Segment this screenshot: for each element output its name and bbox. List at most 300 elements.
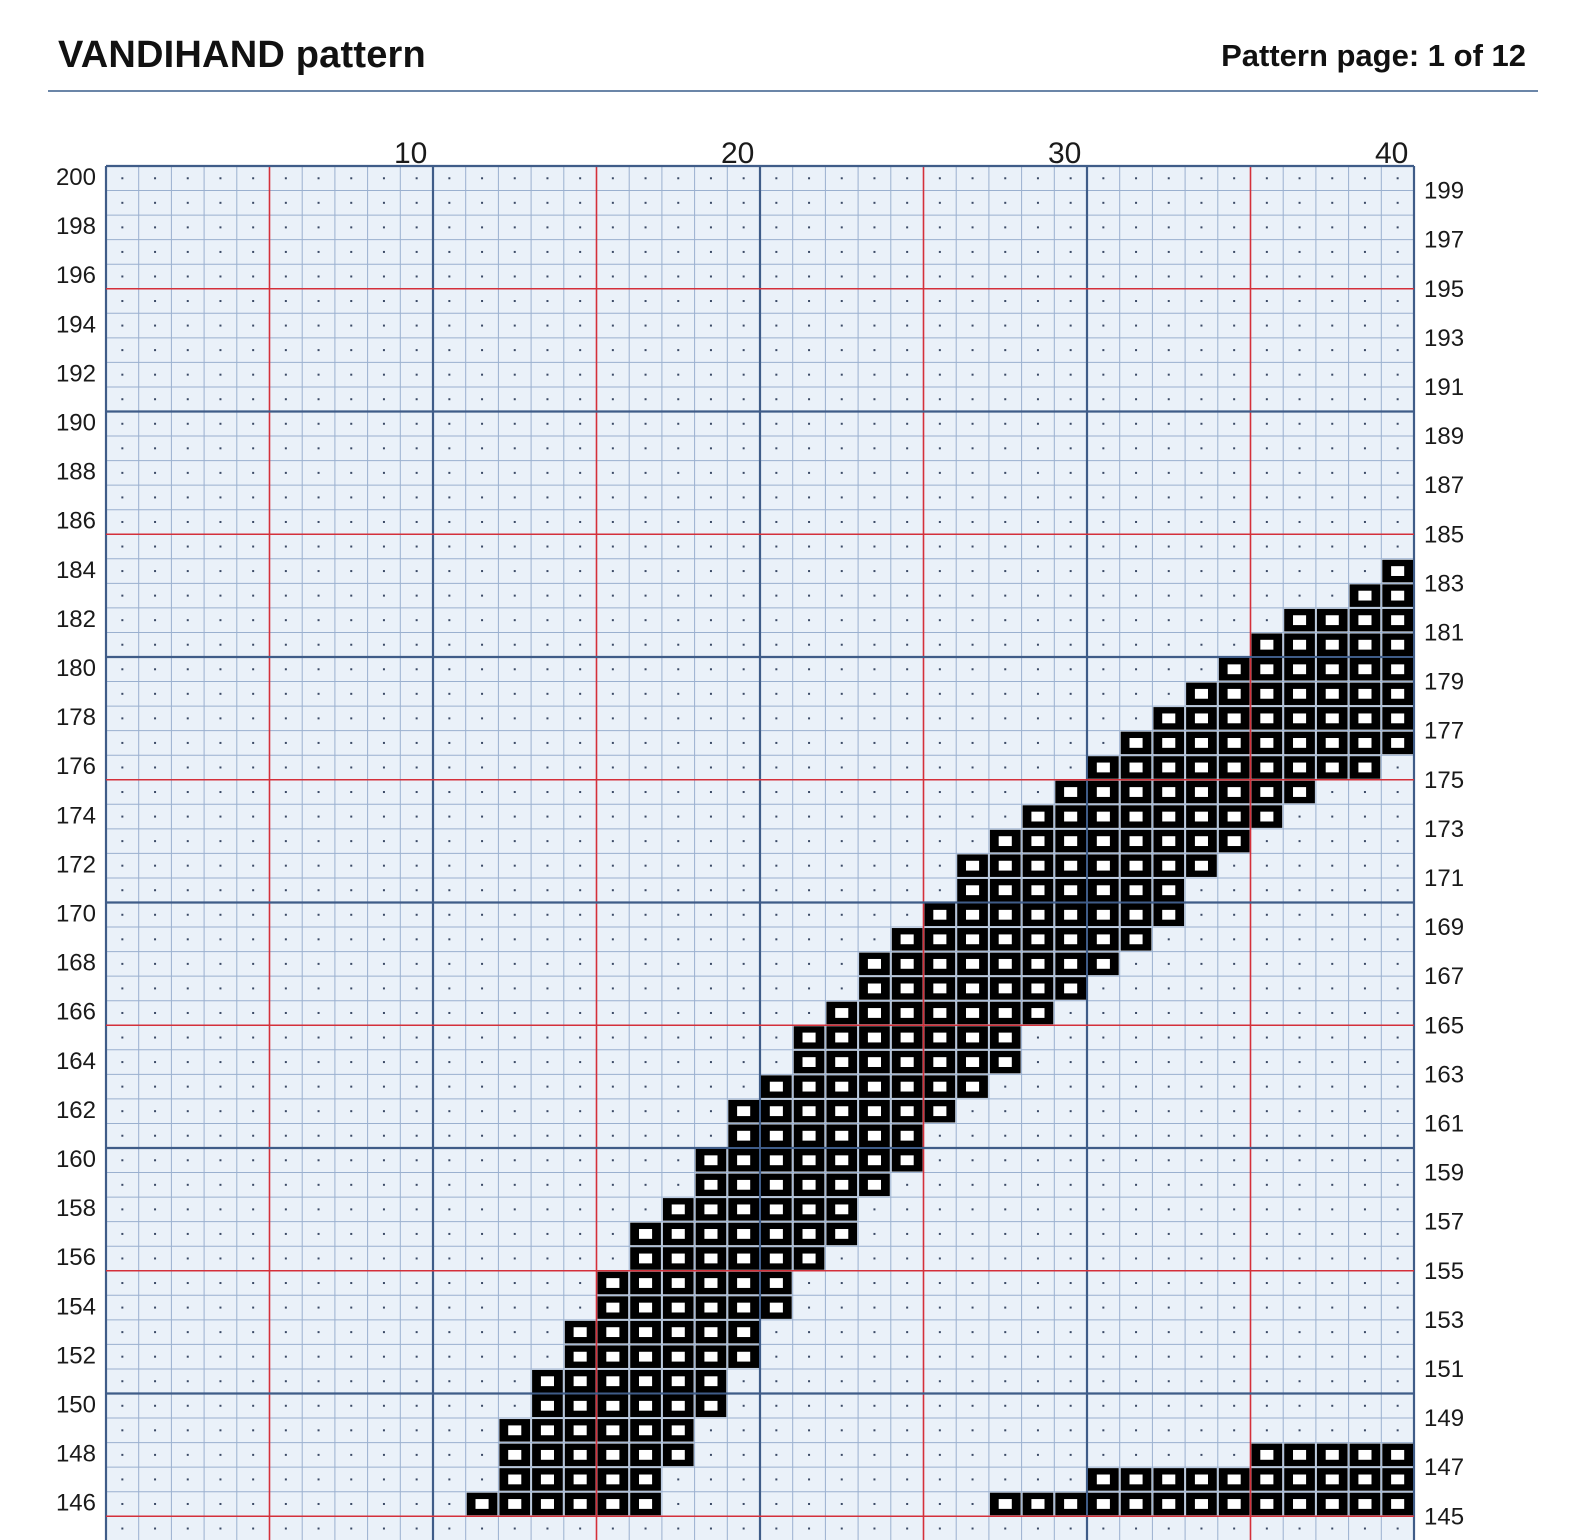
grid-dot	[1004, 1478, 1006, 1480]
grid-dot	[285, 914, 287, 916]
grid-dot	[1070, 300, 1072, 302]
grid-dot	[121, 275, 123, 277]
grid-dot	[1397, 1086, 1399, 1088]
grid-dot	[972, 742, 974, 744]
grid-dot	[219, 202, 221, 204]
grid-dot	[743, 546, 745, 548]
grid-dot	[416, 1528, 418, 1530]
grid-dot	[416, 1110, 418, 1112]
grid-dot	[645, 496, 647, 498]
stitch-cell-center	[541, 1401, 554, 1411]
grid-dot	[1135, 349, 1137, 351]
grid-dot	[1331, 1184, 1333, 1186]
grid-dot	[579, 668, 581, 670]
stitch-cell-center	[933, 1033, 946, 1043]
grid-dot	[1200, 1257, 1202, 1259]
grid-dot	[514, 1110, 516, 1112]
grid-dot	[1397, 275, 1399, 277]
grid-dot	[187, 275, 189, 277]
row-number-label-left: 176	[55, 753, 96, 781]
stitch-cell-center	[639, 1401, 652, 1411]
grid-dot	[1397, 521, 1399, 523]
grid-dot	[154, 1037, 156, 1039]
grid-dot	[1102, 275, 1104, 277]
grid-dot	[350, 816, 352, 818]
grid-dot	[579, 1012, 581, 1014]
grid-dot	[121, 693, 123, 695]
grid-dot	[187, 987, 189, 989]
grid-dot	[1397, 1012, 1399, 1014]
stitch-cell-center	[1391, 1499, 1404, 1509]
grid-dot	[416, 1454, 418, 1456]
grid-dot	[677, 644, 679, 646]
grid-dot	[219, 595, 221, 597]
stitch-cell-center	[835, 1057, 848, 1067]
grid-dot	[645, 717, 647, 719]
grid-dot	[285, 202, 287, 204]
grid-dot	[154, 226, 156, 228]
grid-dot	[1266, 226, 1268, 228]
grid-dot	[219, 546, 221, 548]
grid-dot	[939, 1478, 941, 1480]
grid-dot	[1299, 987, 1301, 989]
grid-dot	[383, 938, 385, 940]
grid-dot	[808, 619, 810, 621]
grid-dot	[808, 1307, 810, 1309]
grid-dot	[219, 791, 221, 793]
grid-dot	[677, 226, 679, 228]
grid-dot	[383, 791, 385, 793]
grid-dot	[612, 1061, 614, 1063]
grid-dot	[252, 1257, 254, 1259]
stitch-cell-center	[1326, 689, 1339, 699]
stitch-cell-center	[803, 1180, 816, 1190]
grid-dot	[906, 423, 908, 425]
grid-dot	[1200, 1086, 1202, 1088]
row-number-label-right: 161	[1424, 1110, 1465, 1138]
grid-dot	[677, 423, 679, 425]
grid-dot	[350, 398, 352, 400]
grid-dot	[1070, 447, 1072, 449]
grid-dot	[1200, 1037, 1202, 1039]
grid-dot	[121, 938, 123, 940]
grid-dot	[514, 1528, 516, 1530]
grid-dot	[579, 1086, 581, 1088]
grid-dot	[1299, 423, 1301, 425]
grid-dot	[1102, 1405, 1104, 1407]
grid-dot	[1200, 251, 1202, 253]
grid-dot	[1364, 496, 1366, 498]
grid-dot	[383, 1380, 385, 1382]
grid-dot	[1037, 472, 1039, 474]
grid-dot	[252, 865, 254, 867]
grid-dot	[906, 251, 908, 253]
grid-dot	[939, 1380, 941, 1382]
grid-dot	[939, 546, 941, 548]
grid-dot	[318, 816, 320, 818]
grid-dot	[906, 816, 908, 818]
grid-dot	[285, 1307, 287, 1309]
grid-dot	[350, 1086, 352, 1088]
grid-dot	[1233, 1257, 1235, 1259]
grid-dot	[579, 865, 581, 867]
grid-dot	[121, 447, 123, 449]
grid-dot	[1331, 423, 1333, 425]
grid-dot	[1168, 177, 1170, 179]
grid-dot	[219, 1429, 221, 1431]
grid-dot	[416, 619, 418, 621]
grid-dot	[219, 865, 221, 867]
grid-dot	[710, 840, 712, 842]
grid-dot	[612, 717, 614, 719]
grid-dot	[416, 1380, 418, 1382]
grid-dot	[645, 447, 647, 449]
grid-dot	[350, 914, 352, 916]
grid-dot	[579, 472, 581, 474]
grid-dot	[285, 1478, 287, 1480]
grid-dot	[154, 865, 156, 867]
grid-dot	[1037, 496, 1039, 498]
grid-dot	[1266, 1331, 1268, 1333]
grid-dot	[710, 717, 712, 719]
grid-dot	[743, 938, 745, 940]
grid-dot	[1135, 1135, 1137, 1137]
grid-dot	[252, 1159, 254, 1161]
grid-dot	[1331, 275, 1333, 277]
grid-dot	[448, 1184, 450, 1186]
column-number-label: 40	[1374, 137, 1409, 170]
grid-dot	[645, 938, 647, 940]
grid-dot	[285, 521, 287, 523]
grid-dot	[416, 742, 418, 744]
grid-dot	[1037, 791, 1039, 793]
grid-dot	[448, 251, 450, 253]
grid-dot	[448, 963, 450, 965]
grid-dot	[546, 496, 548, 498]
grid-dot	[187, 472, 189, 474]
grid-dot	[121, 398, 123, 400]
grid-dot	[1331, 1061, 1333, 1063]
grid-dot	[546, 595, 548, 597]
stitch-cell-center	[704, 1229, 717, 1239]
grid-dot	[416, 668, 418, 670]
grid-dot	[350, 693, 352, 695]
stitch-cell-center	[737, 1327, 750, 1337]
row-number-label-left: 200	[55, 164, 96, 191]
stitch-cell-center	[1228, 763, 1241, 773]
grid-dot	[416, 202, 418, 204]
grid-dot	[841, 619, 843, 621]
grid-dot	[350, 1159, 352, 1161]
grid-dot	[1233, 1012, 1235, 1014]
stitch-cell-center	[835, 1155, 848, 1165]
grid-dot	[1233, 546, 1235, 548]
grid-dot	[285, 447, 287, 449]
grid-dot	[841, 349, 843, 351]
grid-dot	[1299, 1356, 1301, 1358]
grid-dot	[318, 889, 320, 891]
grid-dot	[154, 668, 156, 670]
grid-dot	[677, 865, 679, 867]
grid-dot	[1266, 570, 1268, 572]
grid-dot	[808, 300, 810, 302]
grid-dot	[743, 177, 745, 179]
grid-dot	[219, 938, 221, 940]
grid-dot	[121, 1331, 123, 1333]
grid-dot	[775, 1012, 777, 1014]
stitch-cell-center	[639, 1352, 652, 1362]
grid-dot	[318, 644, 320, 646]
grid-dot	[514, 742, 516, 744]
grid-dot	[677, 177, 679, 179]
stitch-cell-center	[770, 1155, 783, 1165]
stitch-cell-center	[1097, 787, 1110, 797]
grid-dot	[1233, 447, 1235, 449]
grid-dot	[1037, 693, 1039, 695]
grid-dot	[906, 374, 908, 376]
grid-dot	[481, 1110, 483, 1112]
grid-dot	[710, 693, 712, 695]
grid-dot	[1004, 644, 1006, 646]
grid-dot	[906, 1233, 908, 1235]
grid-dot	[187, 619, 189, 621]
grid-dot	[219, 1233, 221, 1235]
grid-dot	[416, 1012, 418, 1014]
grid-dot	[383, 1503, 385, 1505]
stitch-cell-center	[574, 1401, 587, 1411]
grid-dot	[481, 251, 483, 253]
grid-dot	[1233, 374, 1235, 376]
grid-dot	[448, 226, 450, 228]
grid-dot	[481, 742, 483, 744]
stitch-cell-center	[1293, 615, 1306, 625]
grid-dot	[546, 1528, 548, 1530]
stitch-cell-center	[1162, 836, 1175, 846]
grid-dot	[121, 546, 123, 548]
grid-dot	[514, 889, 516, 891]
grid-dot	[677, 1012, 679, 1014]
grid-dot	[383, 914, 385, 916]
grid-dot	[972, 1405, 974, 1407]
grid-dot	[1397, 472, 1399, 474]
grid-dot	[710, 595, 712, 597]
grid-dot	[710, 619, 712, 621]
grid-dot	[350, 374, 352, 376]
stitch-cell-center	[1162, 713, 1175, 723]
grid-dot	[841, 177, 843, 179]
grid-dot	[448, 1282, 450, 1284]
grid-dot	[841, 865, 843, 867]
grid-dot	[121, 668, 123, 670]
grid-dot	[1331, 914, 1333, 916]
grid-dot	[187, 1307, 189, 1309]
grid-dot	[481, 300, 483, 302]
grid-dot	[416, 840, 418, 842]
grid-dot	[808, 496, 810, 498]
grid-dot	[579, 1257, 581, 1259]
grid-dot	[1168, 398, 1170, 400]
grid-dot	[743, 423, 745, 425]
grid-dot	[710, 398, 712, 400]
grid-dot	[318, 275, 320, 277]
grid-dot	[1102, 202, 1104, 204]
grid-dot	[252, 816, 254, 818]
stitch-cell-center	[966, 861, 979, 871]
grid-dot	[350, 840, 352, 842]
grid-dot	[219, 374, 221, 376]
grid-dot	[187, 1037, 189, 1039]
grid-dot	[906, 398, 908, 400]
grid-dot	[481, 374, 483, 376]
grid-dot	[252, 1282, 254, 1284]
grid-dot	[350, 325, 352, 327]
grid-dot	[481, 619, 483, 621]
grid-dot	[1004, 1405, 1006, 1407]
stitch-cell-center	[1326, 763, 1339, 773]
grid-dot	[383, 1208, 385, 1210]
grid-dot	[645, 840, 647, 842]
grid-dot	[448, 1503, 450, 1505]
stitch-cell-center	[868, 1057, 881, 1067]
stitch-cell-center	[1162, 763, 1175, 773]
grid-dot	[906, 325, 908, 327]
stitch-cell-center	[1358, 615, 1371, 625]
grid-dot	[318, 1307, 320, 1309]
grid-dot	[1299, 1135, 1301, 1137]
grid-dot	[677, 963, 679, 965]
grid-dot	[121, 791, 123, 793]
grid-dot	[121, 1159, 123, 1161]
grid-dot	[972, 791, 974, 793]
grid-dot	[121, 1503, 123, 1505]
grid-dot	[154, 816, 156, 818]
grid-dot	[841, 1380, 843, 1382]
grid-dot	[1070, 177, 1072, 179]
grid-dot	[1331, 791, 1333, 793]
grid-dot	[873, 1503, 875, 1505]
stitch-cell-center	[1326, 713, 1339, 723]
grid-dot	[1200, 226, 1202, 228]
grid-dot	[285, 1061, 287, 1063]
grid-dot	[1070, 226, 1072, 228]
grid-dot	[972, 1233, 974, 1235]
grid-dot	[1299, 816, 1301, 818]
grid-dot	[1233, 963, 1235, 965]
grid-dot	[383, 1110, 385, 1112]
grid-dot	[972, 1159, 974, 1161]
row-number-label-right: 169	[1424, 914, 1465, 942]
grid-dot	[546, 791, 548, 793]
grid-dot	[1070, 742, 1072, 744]
grid-dot	[546, 914, 548, 916]
grid-dot	[1135, 668, 1137, 670]
stitch-cell-center	[1031, 885, 1044, 895]
grid-dot	[1168, 349, 1170, 351]
grid-dot	[187, 1233, 189, 1235]
grid-dot	[285, 619, 287, 621]
grid-dot	[1037, 1429, 1039, 1431]
grid-dot	[710, 349, 712, 351]
grid-dot	[906, 1184, 908, 1186]
stitch-cell-center	[1162, 787, 1175, 797]
grid-dot	[219, 177, 221, 179]
stitch-cell-center	[1260, 664, 1273, 674]
grid-dot	[1299, 1184, 1301, 1186]
grid-dot	[1397, 865, 1399, 867]
grid-dot	[252, 325, 254, 327]
grid-dot	[318, 472, 320, 474]
grid-dot	[612, 546, 614, 548]
grid-dot	[514, 1307, 516, 1309]
grid-dot	[154, 1257, 156, 1259]
grid-dot	[350, 1110, 352, 1112]
stitch-cell-center	[999, 861, 1012, 871]
grid-dot	[514, 1331, 516, 1333]
stitch-cell-center	[966, 885, 979, 895]
grid-dot	[1200, 570, 1202, 572]
grid-dot	[1331, 1208, 1333, 1210]
stitch-cell-center	[835, 1008, 848, 1018]
grid-dot	[350, 1405, 352, 1407]
stitch-cell-center	[1260, 1450, 1273, 1460]
grid-dot	[1070, 1086, 1072, 1088]
stitch-cell-center	[770, 1131, 783, 1141]
grid-dot	[285, 1257, 287, 1259]
grid-dot	[1299, 1233, 1301, 1235]
grid-dot	[1037, 1331, 1039, 1333]
grid-dot	[579, 914, 581, 916]
grid-dot	[841, 963, 843, 965]
stitch-cell-center	[803, 1033, 816, 1043]
grid-dot	[743, 1086, 745, 1088]
grid-dot	[775, 1478, 777, 1480]
row-number-label-right: 165	[1424, 1012, 1465, 1040]
grid-dot	[187, 938, 189, 940]
stitch-cell-center	[704, 1278, 717, 1288]
grid-dot	[1299, 275, 1301, 277]
grid-dot	[1233, 1159, 1235, 1161]
grid-dot	[514, 226, 516, 228]
grid-dot	[1397, 374, 1399, 376]
grid-dot	[481, 595, 483, 597]
grid-dot	[808, 693, 810, 695]
grid-dot	[743, 325, 745, 327]
grid-dot	[546, 1012, 548, 1014]
grid-dot	[1233, 226, 1235, 228]
grid-dot	[1070, 1454, 1072, 1456]
grid-dot	[1135, 1061, 1137, 1063]
grid-dot	[350, 1503, 352, 1505]
stitch-cell-center	[1293, 738, 1306, 748]
grid-dot	[808, 987, 810, 989]
grid-dot	[187, 300, 189, 302]
grid-dot	[1004, 1257, 1006, 1259]
grid-dot	[154, 914, 156, 916]
grid-dot	[906, 570, 908, 572]
grid-dot	[645, 570, 647, 572]
grid-dot	[743, 963, 745, 965]
grid-dot	[939, 816, 941, 818]
grid-dot	[383, 202, 385, 204]
grid-dot	[1397, 1405, 1399, 1407]
grid-dot	[514, 1405, 516, 1407]
grid-dot	[1266, 349, 1268, 351]
grid-dot	[1397, 1110, 1399, 1112]
grid-dot	[939, 1331, 941, 1333]
grid-dot	[775, 595, 777, 597]
grid-dot	[121, 1380, 123, 1382]
grid-dot	[710, 177, 712, 179]
